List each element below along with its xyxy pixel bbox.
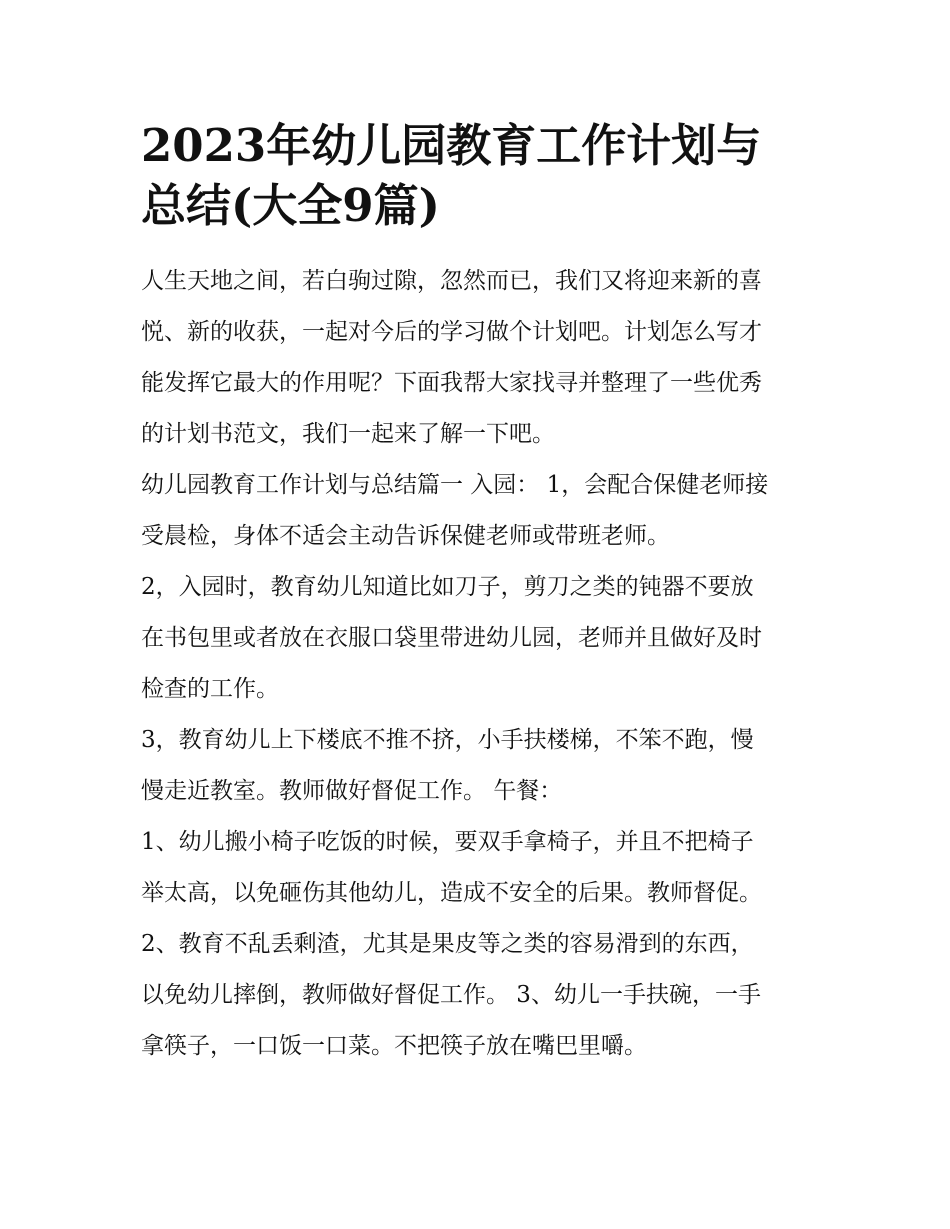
document-body bbox=[141, 256, 813, 1072]
paragraph-line: 慢走近教室。教师做好督促工作。 午餐： bbox=[141, 778, 563, 804]
paragraph-line: 以免幼儿摔倒，教师做好督促工作。 3、幼儿一手扶碗，一手 bbox=[141, 982, 761, 1008]
paragraph-line: 悦、新的收获，一起对今后的学习做个计划吧。计划怎么写才 bbox=[141, 319, 762, 345]
paragraph-line: 在书包里或者放在衣服口袋里带进幼儿园，老师并且做好及时 bbox=[141, 625, 762, 651]
paragraph-intro bbox=[141, 256, 813, 460]
paragraph-item bbox=[141, 715, 813, 817]
document-title bbox=[141, 116, 813, 236]
paragraph-line: 受晨检，身体不适会主动告诉保健老师或带班老师。 bbox=[141, 523, 670, 549]
paragraph-line: 人生天地之间，若白驹过隙，忽然而已，我们又将迎来新的喜 bbox=[141, 268, 762, 294]
paragraph-line: 能发挥它最大的作用呢？下面我帮大家找寻并整理了一些优秀 bbox=[141, 370, 762, 396]
paragraph-line: 拿筷子，一口饭一口菜。不把筷子放在嘴巴里嚼。 bbox=[141, 1033, 647, 1059]
paragraph-line: 3，教育幼儿上下楼底不推不挤，小手扶楼梯，不笨不跑，慢 bbox=[141, 727, 754, 753]
paragraph-line: 检查的工作。 bbox=[141, 676, 279, 702]
paragraph-item bbox=[141, 562, 813, 715]
paragraph-line: 2、教育不乱丢剩渣，尤其是果皮等之类的容易滑到的东西， bbox=[141, 931, 754, 957]
paragraph-item bbox=[141, 919, 813, 1072]
paragraph-line: 的计划书范文，我们一起来了解一下吧。 bbox=[141, 421, 555, 447]
paragraph-line: 幼儿园教育工作计划与总结篇一 入园： 1，会配合保健老师接 bbox=[141, 472, 769, 498]
document-page bbox=[141, 116, 813, 1072]
title-line: 2023年幼儿园教育工作计划与 bbox=[141, 119, 762, 172]
paragraph-line: 举太高，以免砸伤其他幼儿，造成不安全的后果。教师督促。 bbox=[141, 880, 762, 906]
paragraph-line: 1、幼儿搬小椅子吃饭的时候，要双手拿椅子，并且不把椅子 bbox=[141, 829, 754, 855]
paragraph-line: 2，入园时，教育幼儿知道比如刀子，剪刀之类的钝器不要放 bbox=[141, 574, 754, 600]
title-line: 总结(大全9篇) bbox=[141, 179, 440, 232]
paragraph-section-one bbox=[141, 460, 813, 562]
paragraph-item bbox=[141, 817, 813, 919]
